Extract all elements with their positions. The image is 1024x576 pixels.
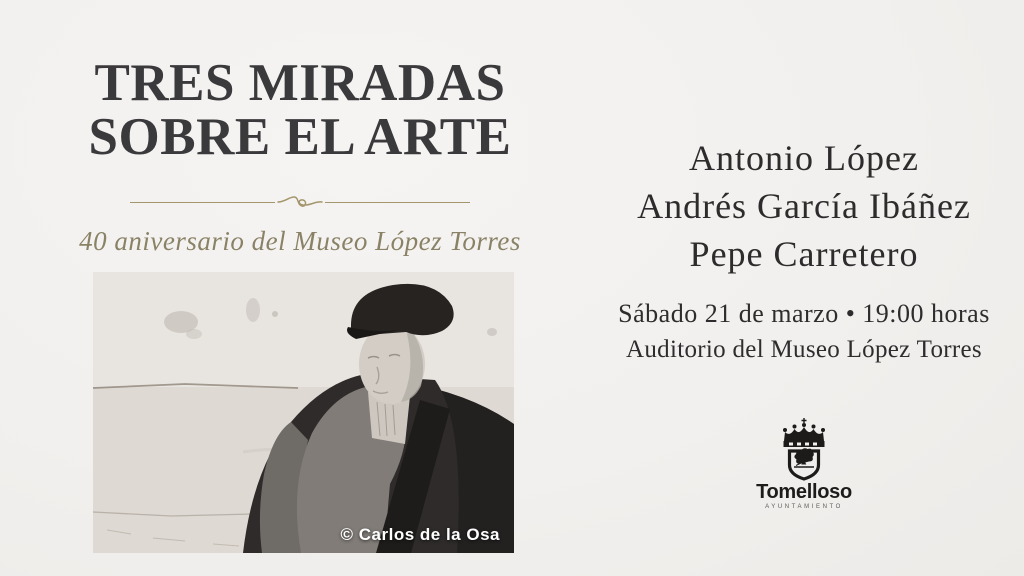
photo-copyright-caption: © Carlos de la Osa xyxy=(340,525,500,544)
portrait-photo xyxy=(93,272,514,553)
event-details-column xyxy=(584,0,1024,576)
speaker-name: Antonio López xyxy=(689,138,919,178)
speaker-list xyxy=(584,134,1024,278)
portrait-photo-art xyxy=(93,272,514,553)
divider-rule-right xyxy=(325,202,470,203)
title-line-1: TRES MIRADAS xyxy=(94,54,506,112)
poster-subtitle: 40 aniversario del Museo López Torres xyxy=(79,226,521,256)
organizer-wordmark: Tomelloso xyxy=(756,481,852,503)
speaker-name: Pepe Carretero xyxy=(689,234,919,274)
poster-title xyxy=(0,56,600,164)
event-datetime: Sábado 21 de marzo • 19:00 horas xyxy=(618,299,990,328)
title-line-2: SOBRE EL ARTE xyxy=(88,108,512,166)
organizer-subtitle: AYUNTAMIENTO xyxy=(765,504,843,510)
tomelloso-crest-icon xyxy=(584,417,1024,486)
event-venue: Auditorio del Museo López Torres xyxy=(626,336,982,363)
calligraphic-knot-icon xyxy=(277,194,323,210)
ornamental-divider xyxy=(130,194,470,210)
divider-rule-left xyxy=(130,202,275,203)
speaker-name: Andrés García Ibáñez xyxy=(637,186,971,226)
